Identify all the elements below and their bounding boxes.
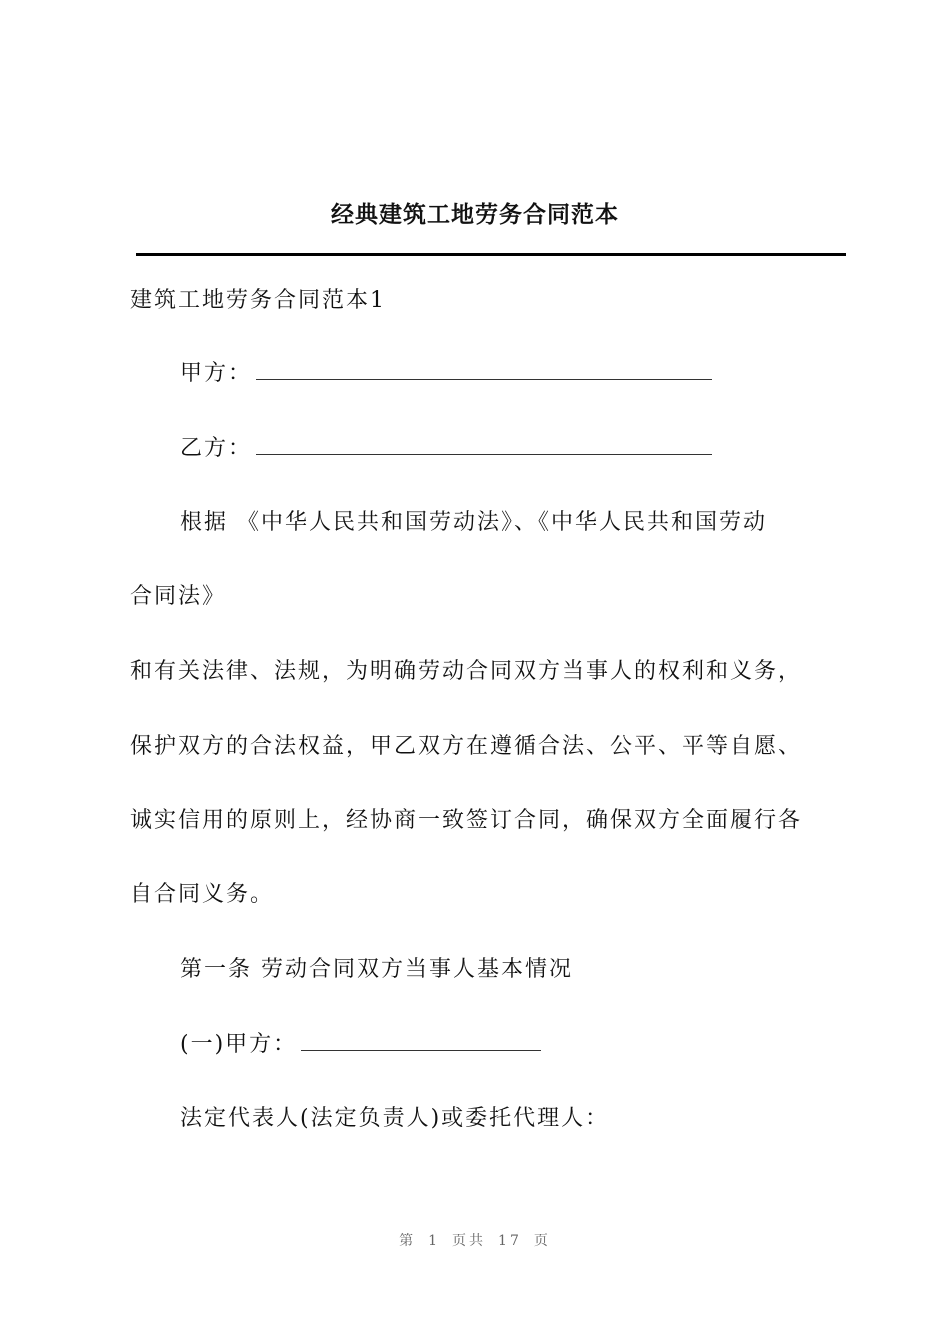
article-item-blank [301,1028,541,1051]
footer-page-number: 1 [428,1233,441,1249]
article-item-line [180,1027,541,1058]
paragraph-line: 诚实信用的原则上，经协商一致签订合同，确保双方全面履行各 [130,808,803,833]
paragraph-line: 保护双方的合法权益，甲乙双方在遵循合法、公平、平等自愿、 [130,734,803,759]
section-heading: 建筑工地劳务合同范本1 [130,288,386,313]
paragraph-line: 根据 《中华人民共和国劳动法》、《中华人民共和国劳动 [180,510,767,535]
party-b-label: 乙方： [180,436,253,461]
title-divider [136,253,846,256]
party-b-blank [256,432,712,455]
party-a-blank [256,357,712,380]
party-a-label: 甲方： [180,361,253,386]
party-a-line [180,356,712,387]
footer-prefix: 第 [399,1233,417,1249]
paragraph-line: 自合同义务。 [130,882,275,907]
footer-total-pages: 17 [498,1233,522,1249]
article-item-label: (一)甲方： [180,1032,298,1057]
article-heading: 第一条 劳动合同双方当事人基本情况 [180,957,573,982]
footer-middle: 页共 [452,1233,487,1249]
footer-suffix: 页 [533,1233,551,1249]
paragraph-line: 和有关法律、法规，为明确劳动合同双方当事人的权利和义务， [130,659,803,684]
legal-rep-line: 法定代表人(法定负责人)或委托代理人： [180,1106,610,1131]
page-footer [0,1230,950,1250]
party-b-line [180,431,712,462]
document-title: 经典建筑工地劳务合同范本 [331,202,619,228]
paragraph-line: 合同法》 [130,584,227,609]
